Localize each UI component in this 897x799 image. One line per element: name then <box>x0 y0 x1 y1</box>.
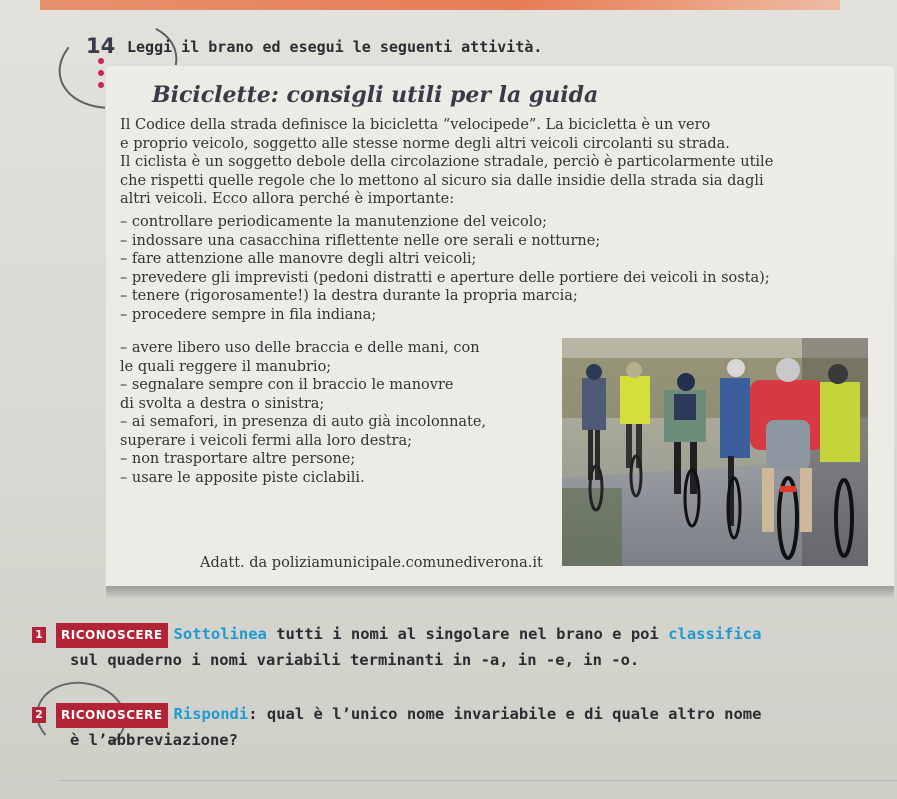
task-text: tutti i nomi al singolare nel brano e poi <box>266 625 669 643</box>
task-number-badge: 2 <box>32 707 46 723</box>
task-1 <box>35 622 762 673</box>
task-verb-2: classifica <box>668 625 762 643</box>
reading-intro <box>120 116 773 209</box>
bullet-dot <box>98 70 104 76</box>
list-item: – tenere (rigorosamente!) la destra durante la propria marcia; <box>120 288 578 304</box>
text-line: Il Codice della strada definisce la bicicletta “velocipede”. La bicicletta è un vero <box>120 117 711 133</box>
bullet-dot <box>98 58 104 64</box>
list-item: – fare attenzione alle manovre degli altri veicoli; <box>120 251 477 267</box>
task-verb: Sottolinea <box>173 625 267 643</box>
task-text-line-2: sul quaderno i nomi variabili terminanti in -a, in -e, in -o. <box>70 651 640 669</box>
divider <box>60 780 897 781</box>
advice-list-continued <box>120 339 486 487</box>
list-item: di svolta a destra o sinistra; <box>120 395 325 412</box>
list-item: – procedere sempre in fila indiana; <box>120 306 377 323</box>
exercise-instruction: Leggi il brano ed esegui le seguenti attività. <box>127 38 543 56</box>
task-number-badge: 1 <box>32 627 46 643</box>
list-item: superare i veicoli fermi alla loro destra; <box>120 432 413 449</box>
text-line: e proprio veicolo, soggetto alle stesse norme degli altri veicoli circolanti su strada. <box>120 135 730 152</box>
task-text-line-2: è l’abbreviazione? <box>70 731 238 749</box>
task-2 <box>35 702 762 753</box>
task-skill-badge: RICONOSCERE <box>56 703 168 728</box>
task-skill-badge: RICONOSCERE <box>56 623 168 648</box>
list-item: – ai semafori, in presenza di auto già incolonnate, <box>120 414 487 430</box>
text-line: altri veicoli. Ecco allora perché è importante: <box>120 191 455 207</box>
list-item: – prevedere gli imprevisti (pedoni distratti e aperture delle portiere dei veicoli in sosta); <box>120 269 770 286</box>
page-header-strip <box>40 0 840 10</box>
bullet-dot <box>98 82 104 88</box>
exercise-number: 14 <box>86 34 116 58</box>
list-item: – non trasportare altre persone; <box>120 451 356 467</box>
advice-list <box>120 213 770 324</box>
text-line: che rispetti quelle regole che lo mettono al sicuro sia dalle insidie della strada sia dagli <box>120 172 764 189</box>
list-item: – indossare una casacchina riflettente nelle ore serali e notturne; <box>120 232 601 249</box>
text-line: Il ciclista è un soggetto debole della circolazione stradale, perciò è particolarmente utile <box>120 154 774 170</box>
task-verb: Rispondi <box>173 705 249 723</box>
list-item: – avere libero uso delle braccia e delle mani, con <box>120 340 480 356</box>
source-citation: Adatt. da poliziamunicipale.comunediverona.it <box>200 555 543 571</box>
list-item: le quali reggere il manubrio; <box>120 358 332 375</box>
list-item: – segnalare sempre con il braccio le manovre <box>120 377 454 393</box>
task-text: : qual è l’unico nome invariabile e di quale altro nome <box>248 705 762 723</box>
list-item: – usare le apposite piste ciclabili. <box>120 469 365 486</box>
cyclists-illustration <box>562 338 868 566</box>
reading-box-shadow <box>106 586 894 598</box>
reading-title: Biciclette: consigli utili per la guida <box>152 82 599 108</box>
cyclists-photo <box>562 338 868 566</box>
list-item: – controllare periodicamente la manutenzione del veicolo; <box>120 214 547 230</box>
bullet-dots-decoration <box>98 58 104 94</box>
